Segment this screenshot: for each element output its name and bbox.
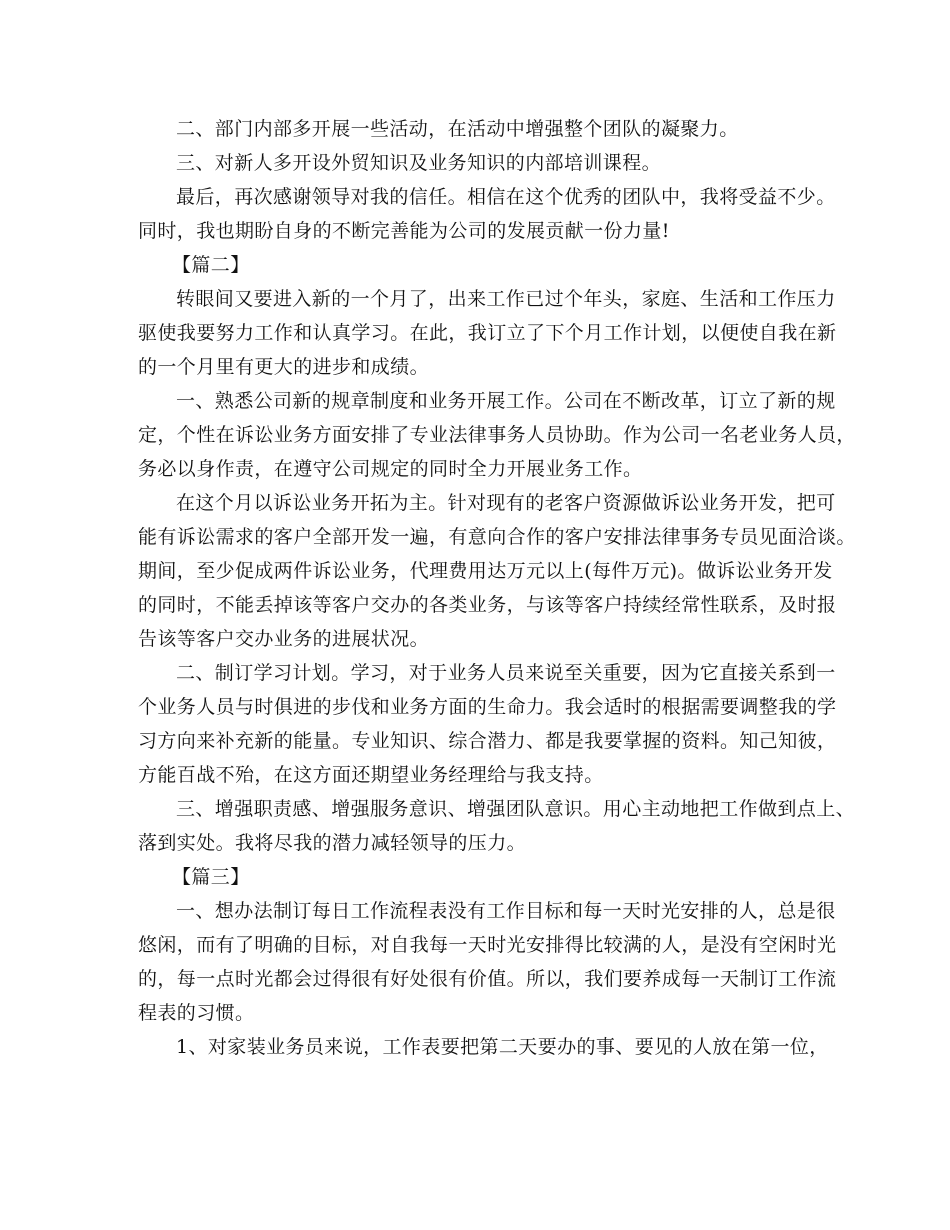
paragraph-line: 的同时，不能丢掉该等客户交办的各类业务，与该等客户持续经常性联系，及时报	[138, 594, 837, 616]
paragraph-line: 定，个性在诉讼业务方面安排了专业法律事务人员协助。作为公司一名老业务人员，	[138, 424, 856, 446]
paragraph-line: 一、熟悉公司新的规章制度和业务开展工作。公司在不断改革，订立了新的规	[176, 390, 836, 412]
paragraph-line: 告该等客户交办业务的进展状况。	[138, 628, 430, 650]
paragraph-line: 的一个月里有更大的进步和成绩。	[138, 356, 430, 378]
section-heading: 【篇二】	[172, 254, 250, 276]
paragraph-line: 务必以身作责，在遵守公司规定的同时全力开展业务工作。	[138, 458, 643, 480]
paragraph-line: 期间，至少促成两件诉讼业务，代理费用达万元以上(每件万元)。做诉讼业务开发	[138, 560, 833, 582]
paragraph-line: 的，每一点时光都会过得很有好处很有价值。所以，我们要养成每一天制订工作流	[138, 968, 837, 990]
paragraph-line: 同时，我也期盼自身的不断完善能为公司的发展贡献一份力量!	[138, 220, 670, 242]
paragraph-line: 方能百战不殆，在这方面还期望业务经理给与我支持。	[138, 764, 604, 786]
paragraph-line: 悠闲，而有了明确的目标，对自我每一天时光安排得比较满的人，是没有空闲时光	[138, 934, 837, 956]
paragraph-line: 1、对家装业务员来说，工作表要把第二天要办的事、要见的人放在第一位，	[176, 1036, 829, 1058]
paragraph-line: 落到实处。我将尽我的潜力减轻领导的压力。	[138, 832, 527, 854]
paragraph-line: 三、对新人多开设外贸知识及业务知识的内部培训课程。	[176, 152, 662, 174]
paragraph-line: 程表的习惯。	[138, 1002, 255, 1024]
paragraph-line: 习方向来补充新的能量。专业知识、综合潜力、都是我要掌握的资料。知己知彼，	[138, 730, 837, 752]
paragraph-line: 最后，再次感谢领导对我的信任。相信在这个优秀的团队中，我将受益不少。	[176, 186, 836, 208]
paragraph-line: 三、增强职责感、增强服务意识、增强团队意识。用心主动地把工作做到点上、	[176, 798, 856, 820]
paragraph-line: 转眼间又要进入新的一个月了，出来工作已过个年头，家庭、生活和工作压力	[176, 288, 836, 310]
paragraph-line: 二、制订学习计划。学习，对于业务人员来说至关重要，因为它直接关系到一	[176, 662, 836, 684]
paragraph-line: 在这个月以诉讼业务开拓为主。针对现有的老客户资源做诉讼业务开发，把可	[176, 492, 836, 514]
paragraph-line: 驱使我要努力工作和认真学习。在此，我订立了下个月工作计划，以便使自我在新	[138, 322, 837, 344]
paragraph-line: 二、部门内部多开展一些活动，在活动中增强整个团队的凝聚力。	[176, 118, 739, 140]
section-heading: 【篇三】	[172, 866, 250, 888]
paragraph-line: 个业务人员与时俱进的步伐和业务方面的生命力。我会适时的根据需要调整我的学	[138, 696, 837, 718]
paragraph-line: 能有诉讼需求的客户全部开发一遍，有意向合作的客户安排法律事务专员见面洽谈。	[138, 526, 856, 548]
paragraph-line: 一、想办法制订每日工作流程表没有工作目标和每一天时光安排的人，总是很	[176, 900, 836, 922]
